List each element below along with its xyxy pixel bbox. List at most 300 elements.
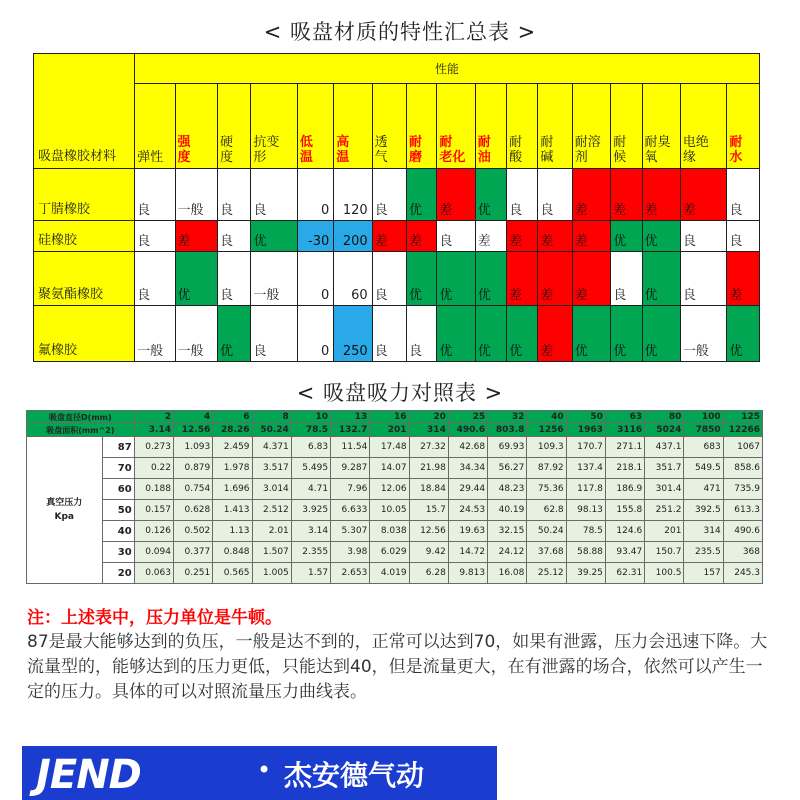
rating-cell: 良 — [507, 169, 538, 221]
rating-cell: 200 — [334, 221, 372, 252]
material-name: 硅橡胶 — [34, 221, 135, 252]
pressure-row — [27, 542, 763, 563]
area-value: 490.6 — [448, 424, 487, 437]
diameter-value: 100 — [684, 411, 723, 424]
rating-cell: 差 — [407, 221, 437, 252]
property-header-line1: 耐 — [613, 135, 627, 150]
performance-group-header: 性能 — [135, 54, 760, 84]
force-value: 14.72 — [448, 542, 487, 563]
rating-cell: 差 — [572, 169, 610, 221]
property-header-line2: 老化 — [439, 150, 466, 165]
pressure-value: 40 — [102, 521, 134, 542]
property-header — [372, 84, 406, 169]
vacuum-pressure-text: 真空压力 — [46, 498, 83, 508]
property-header — [727, 84, 760, 169]
rating-cell: 一般 — [680, 306, 727, 362]
force-value: 9.287 — [331, 458, 370, 479]
rating-cell: 良 — [372, 169, 406, 221]
pressure-value: 87 — [102, 437, 134, 458]
material-row — [34, 221, 760, 252]
property-header-line2: 油 — [477, 150, 491, 165]
diameter-value: 8 — [252, 411, 291, 424]
rating-cell: 良 — [680, 221, 727, 252]
rating-cell: 差 — [642, 169, 680, 221]
force-value: 1.57 — [291, 563, 330, 584]
force-value: 93.47 — [605, 542, 644, 563]
rating-cell: 一般 — [135, 306, 175, 362]
force-value: 1.413 — [213, 500, 252, 521]
pressure-row — [27, 479, 763, 500]
rating-cell: 差 — [538, 306, 572, 362]
force-value: 0.502 — [173, 521, 212, 542]
force-value: 1067 — [723, 437, 762, 458]
force-value: 1.13 — [213, 521, 252, 542]
rating-cell: 120 — [334, 169, 372, 221]
area-value: 3116 — [605, 424, 644, 437]
force-value: 2.459 — [213, 437, 252, 458]
rating-cell: 差 — [680, 169, 727, 221]
force-value: 0.628 — [173, 500, 212, 521]
property-header-line2: 形 — [253, 150, 267, 165]
area-value: 5024 — [645, 424, 684, 437]
force-value: 0.094 — [134, 542, 173, 563]
force-value: 3.98 — [331, 542, 370, 563]
force-value: 251.2 — [645, 500, 684, 521]
area-value: 28.26 — [213, 424, 252, 437]
rating-cell: 良 — [611, 252, 642, 306]
force-value: 9.42 — [409, 542, 448, 563]
rating-cell: 差 — [538, 252, 572, 306]
force-value: 10.05 — [370, 500, 409, 521]
property-header-line2: 磨 — [409, 150, 423, 165]
force-value: 12.56 — [409, 521, 448, 542]
force-value: 16.08 — [488, 563, 527, 584]
force-value: 301.4 — [645, 479, 684, 500]
force-value: 0.22 — [134, 458, 173, 479]
pressure-row — [27, 458, 763, 479]
rating-cell: 一般 — [175, 169, 217, 221]
force-value: 271.1 — [605, 437, 644, 458]
force-value: 1.093 — [173, 437, 212, 458]
rating-cell: 良 — [727, 169, 760, 221]
property-header-line1: 耐 — [540, 135, 554, 150]
property-header — [538, 84, 572, 169]
property-header — [680, 84, 727, 169]
property-header-line1: 强 — [177, 135, 191, 150]
force-value: 6.28 — [409, 563, 448, 584]
property-header — [334, 84, 372, 169]
rating-cell: 良 — [135, 169, 175, 221]
property-header-line2: 氧 — [644, 150, 658, 165]
diameter-value: 6 — [213, 411, 252, 424]
pressure-value: 30 — [102, 542, 134, 563]
diameter-value: 4 — [173, 411, 212, 424]
property-header — [642, 84, 680, 169]
rating-cell: 优 — [611, 306, 642, 362]
rating-cell: 优 — [407, 252, 437, 306]
force-value: 5.307 — [331, 521, 370, 542]
pressure-explanation: 87是最大能够达到的负压，一般是达不到的，正常可以达到70，如果有泄露，压力会迅速下降。大流量型的，能够达到的压力更低，只能达到40，但是流量更大，在有泄露的场合，依然可以产生一定的压力。具体的可以对照流量压力曲线表。 — [27, 632, 768, 702]
property-header-line1: 耐溶 — [574, 135, 601, 150]
force-value: 32.15 — [488, 521, 527, 542]
area-value: 50.24 — [252, 424, 291, 437]
material-name: 氟橡胶 — [34, 306, 135, 362]
property-header — [135, 84, 175, 169]
rating-cell: 250 — [334, 306, 372, 362]
property-header-line1: 低 — [299, 135, 313, 150]
area-value: 78.5 — [291, 424, 330, 437]
property-header-line2: 温 — [299, 150, 313, 165]
force-value: 8.038 — [370, 521, 409, 542]
force-value: 18.84 — [409, 479, 448, 500]
property-header-line2: 温 — [336, 150, 350, 165]
rating-cell: 良 — [372, 306, 406, 362]
rating-cell: 优 — [217, 306, 250, 362]
force-value: 14.07 — [370, 458, 409, 479]
rating-cell: 差 — [475, 221, 506, 252]
force-value: 25.12 — [527, 563, 566, 584]
force-value: 0.157 — [134, 500, 173, 521]
rating-cell: 优 — [642, 221, 680, 252]
property-header-line2: 度 — [177, 150, 191, 165]
force-value: 0.251 — [173, 563, 212, 584]
force-value: 17.48 — [370, 437, 409, 458]
property-header-line1: 硬 — [219, 135, 233, 150]
diameter-value: 13 — [331, 411, 370, 424]
rating-cell: 良 — [680, 252, 727, 306]
area-value: 314 — [409, 424, 448, 437]
brand-logo: JEND — [36, 752, 141, 798]
force-value: 3.14 — [291, 521, 330, 542]
force-value: 314 — [684, 521, 723, 542]
force-value: 6.83 — [291, 437, 330, 458]
pressure-value: 60 — [102, 479, 134, 500]
rating-cell: 良 — [217, 252, 250, 306]
diameter-label: 吸盘直径D(mm) — [27, 411, 135, 424]
property-header-line2: 剂 — [574, 150, 588, 165]
rating-cell: 一般 — [175, 306, 217, 362]
property-header-line2: 缘 — [682, 150, 696, 165]
material-column-header: 吸盘橡胶材料 — [34, 54, 135, 169]
property-header-line2: 酸 — [509, 150, 523, 165]
force-value: 98.13 — [566, 500, 605, 521]
rating-cell: 差 — [611, 169, 642, 221]
force-value: 48.23 — [488, 479, 527, 500]
force-value: 1.696 — [213, 479, 252, 500]
force-value: 437.1 — [645, 437, 684, 458]
force-value: 2.512 — [252, 500, 291, 521]
force-value: 50.24 — [527, 521, 566, 542]
force-value: 3.014 — [252, 479, 291, 500]
diameter-value: 50 — [566, 411, 605, 424]
property-header-line1: 抗变 — [253, 135, 280, 150]
vacuum-pressure-unit: Kpa — [54, 512, 74, 522]
force-value: 155.8 — [605, 500, 644, 521]
force-value: 0.188 — [134, 479, 173, 500]
force-value: 56.27 — [488, 458, 527, 479]
material-name: 丁腈橡胶 — [34, 169, 135, 221]
property-header-line2: 气 — [374, 150, 388, 165]
force-value: 549.5 — [684, 458, 723, 479]
rating-cell: 差 — [572, 221, 610, 252]
material-row — [34, 252, 760, 306]
force-value: 34.34 — [448, 458, 487, 479]
rating-cell: 优 — [507, 306, 538, 362]
force-value: 0.879 — [173, 458, 212, 479]
force-value: 137.4 — [566, 458, 605, 479]
force-value: 3.925 — [291, 500, 330, 521]
force-value: 0.848 — [213, 542, 252, 563]
property-header-line2: 候 — [613, 150, 627, 165]
rating-cell: 优 — [475, 252, 506, 306]
diameter-value: 32 — [488, 411, 527, 424]
rating-cell: 良 — [372, 252, 406, 306]
force-value: 1.507 — [252, 542, 291, 563]
property-header-line1: 耐 — [409, 135, 423, 150]
property-header-line1: 耐 — [477, 135, 491, 150]
force-value: 69.93 — [488, 437, 527, 458]
area-value: 1963 — [566, 424, 605, 437]
diameter-value: 80 — [645, 411, 684, 424]
force-value: 170.7 — [566, 437, 605, 458]
rating-cell: 良 — [251, 306, 298, 362]
force-value: 58.88 — [566, 542, 605, 563]
force-value: 21.98 — [409, 458, 448, 479]
rating-cell: 差 — [572, 252, 610, 306]
force-value: 735.9 — [723, 479, 762, 500]
property-header — [175, 84, 217, 169]
force-value: 24.53 — [448, 500, 487, 521]
force-value: 62.8 — [527, 500, 566, 521]
property-header-row — [34, 84, 760, 169]
force-value: 15.7 — [409, 500, 448, 521]
property-header-line1: 耐 — [509, 135, 523, 150]
force-value: 6.029 — [370, 542, 409, 563]
force-value: 1.978 — [213, 458, 252, 479]
force-value: 117.8 — [566, 479, 605, 500]
property-header-line1: 高 — [336, 135, 350, 150]
rating-cell: 优 — [407, 169, 437, 221]
rating-cell: 优 — [251, 221, 298, 252]
force-value: 9.813 — [448, 563, 487, 584]
diameter-value: 20 — [409, 411, 448, 424]
rating-cell: 优 — [475, 306, 506, 362]
property-header-line1: 耐 — [439, 135, 453, 150]
force-value: 42.68 — [448, 437, 487, 458]
force-value: 124.6 — [605, 521, 644, 542]
force-value: 0.754 — [173, 479, 212, 500]
force-value: 87.92 — [527, 458, 566, 479]
force-value: 157 — [684, 563, 723, 584]
material-row — [34, 306, 760, 362]
property-header — [407, 84, 437, 169]
force-value: 4.019 — [370, 563, 409, 584]
rating-cell: 优 — [611, 221, 642, 252]
property-header — [507, 84, 538, 169]
force-value: 150.7 — [645, 542, 684, 563]
property-header-line1: 耐臭 — [644, 135, 671, 150]
force-value: 1.005 — [252, 563, 291, 584]
force-value: 0.063 — [134, 563, 173, 584]
company-name: 杰安德气动 — [284, 759, 425, 792]
force-value: 368 — [723, 542, 762, 563]
perf-header-row — [34, 54, 760, 84]
force-value: 235.5 — [684, 542, 723, 563]
force-value: 0.273 — [134, 437, 173, 458]
area-value: 7850 — [684, 424, 723, 437]
rating-cell: 优 — [437, 252, 475, 306]
area-label: 吸盘面积(mm^2) — [27, 424, 135, 437]
property-header — [475, 84, 506, 169]
rating-cell: 良 — [135, 252, 175, 306]
rating-cell: 良 — [217, 221, 250, 252]
force-value: 37.68 — [527, 542, 566, 563]
rating-cell: 优 — [727, 306, 760, 362]
force-value: 186.9 — [605, 479, 644, 500]
force-value: 613.3 — [723, 500, 762, 521]
rating-cell: 0 — [297, 306, 333, 362]
property-header — [572, 84, 610, 169]
force-value: 2.355 — [291, 542, 330, 563]
rating-cell: 差 — [175, 221, 217, 252]
rating-cell: 差 — [437, 169, 475, 221]
force-value: 4.71 — [291, 479, 330, 500]
rating-cell: 差 — [372, 221, 406, 252]
rating-cell: 良 — [437, 221, 475, 252]
diameter-value: 2 — [134, 411, 173, 424]
rating-cell: 0 — [297, 252, 333, 306]
force-value: 858.6 — [723, 458, 762, 479]
property-header — [217, 84, 250, 169]
rating-cell: 良 — [407, 306, 437, 362]
pressure-value: 20 — [102, 563, 134, 584]
force-value: 218.1 — [605, 458, 644, 479]
property-header-line1: 耐 — [729, 135, 743, 150]
vacuum-pressure-label — [27, 437, 103, 584]
rating-cell: 差 — [538, 221, 572, 252]
brand-footer — [22, 746, 497, 800]
force-value: 201 — [645, 521, 684, 542]
property-header-line2: 度 — [219, 150, 233, 165]
rating-cell: 优 — [437, 306, 475, 362]
property-header — [251, 84, 298, 169]
area-value: 1256 — [527, 424, 566, 437]
property-header-line2: 碱 — [540, 150, 554, 165]
rating-cell: 优 — [642, 306, 680, 362]
pressure-value: 70 — [102, 458, 134, 479]
suction-force-table — [26, 410, 763, 584]
property-header-line1: 电绝 — [682, 135, 709, 150]
diameter-value: 125 — [723, 411, 762, 424]
pressure-row — [27, 521, 763, 542]
force-value: 12.06 — [370, 479, 409, 500]
rating-cell: 良 — [217, 169, 250, 221]
diameter-row — [27, 411, 763, 424]
property-header — [611, 84, 642, 169]
area-value: 12266 — [723, 424, 762, 437]
property-header — [437, 84, 475, 169]
diameter-value: 10 — [291, 411, 330, 424]
force-value: 75.36 — [527, 479, 566, 500]
force-value: 4.371 — [252, 437, 291, 458]
force-value: 0.377 — [173, 542, 212, 563]
force-value: 0.565 — [213, 563, 252, 584]
rating-cell: 一般 — [251, 252, 298, 306]
rating-cell: 良 — [538, 169, 572, 221]
force-value: 2.01 — [252, 521, 291, 542]
force-value: 29.44 — [448, 479, 487, 500]
rating-cell: 差 — [727, 252, 760, 306]
force-value: 7.96 — [331, 479, 370, 500]
rating-cell: 良 — [135, 221, 175, 252]
force-value: 27.32 — [409, 437, 448, 458]
force-value: 100.5 — [645, 563, 684, 584]
force-value: 2.653 — [331, 563, 370, 584]
suction-table-title: < 吸盘吸力对照表 > — [296, 381, 504, 405]
rating-cell: 良 — [251, 169, 298, 221]
force-value: 11.54 — [331, 437, 370, 458]
separator-dot: • — [257, 756, 272, 784]
rating-cell: 差 — [507, 221, 538, 252]
force-value: 40.19 — [488, 500, 527, 521]
force-value: 351.7 — [645, 458, 684, 479]
property-header-line1: 透 — [374, 135, 388, 150]
area-value: 132.7 — [331, 424, 370, 437]
area-row — [27, 424, 763, 437]
diameter-value: 63 — [605, 411, 644, 424]
rating-cell: 优 — [475, 169, 506, 221]
area-value: 3.14 — [134, 424, 173, 437]
diameter-value: 25 — [448, 411, 487, 424]
material-properties-table — [33, 53, 760, 362]
force-value: 62.31 — [605, 563, 644, 584]
material-table-title: < 吸盘材质的特性汇总表 > — [263, 20, 537, 44]
force-value: 245.3 — [723, 563, 762, 584]
force-value: 5.495 — [291, 458, 330, 479]
material-row — [34, 169, 760, 221]
force-value: 39.25 — [566, 563, 605, 584]
area-value: 12.56 — [173, 424, 212, 437]
property-header-line1: 弹性 — [137, 150, 164, 165]
area-value: 803.8 — [488, 424, 527, 437]
force-value: 0.126 — [134, 521, 173, 542]
pressure-row — [27, 437, 763, 458]
force-value: 6.633 — [331, 500, 370, 521]
force-value: 19.63 — [448, 521, 487, 542]
rating-cell: 优 — [572, 306, 610, 362]
force-value: 683 — [684, 437, 723, 458]
force-value: 3.517 — [252, 458, 291, 479]
pressure-row — [27, 500, 763, 521]
rating-cell: 差 — [507, 252, 538, 306]
property-header — [297, 84, 333, 169]
area-value: 201 — [370, 424, 409, 437]
rating-cell: 优 — [175, 252, 217, 306]
rating-cell: -30 — [297, 221, 333, 252]
force-value: 392.5 — [684, 500, 723, 521]
material-name: 聚氨酯橡胶 — [34, 252, 135, 306]
pressure-row — [27, 563, 763, 584]
rating-cell: 优 — [642, 252, 680, 306]
force-value: 471 — [684, 479, 723, 500]
rating-cell: 60 — [334, 252, 372, 306]
force-value: 490.6 — [723, 521, 762, 542]
diameter-value: 40 — [527, 411, 566, 424]
property-header-line2: 水 — [729, 150, 743, 165]
force-value: 24.12 — [488, 542, 527, 563]
rating-cell: 0 — [297, 169, 333, 221]
unit-note: 注：上述表中，压力单位是牛顿。 — [27, 608, 282, 628]
